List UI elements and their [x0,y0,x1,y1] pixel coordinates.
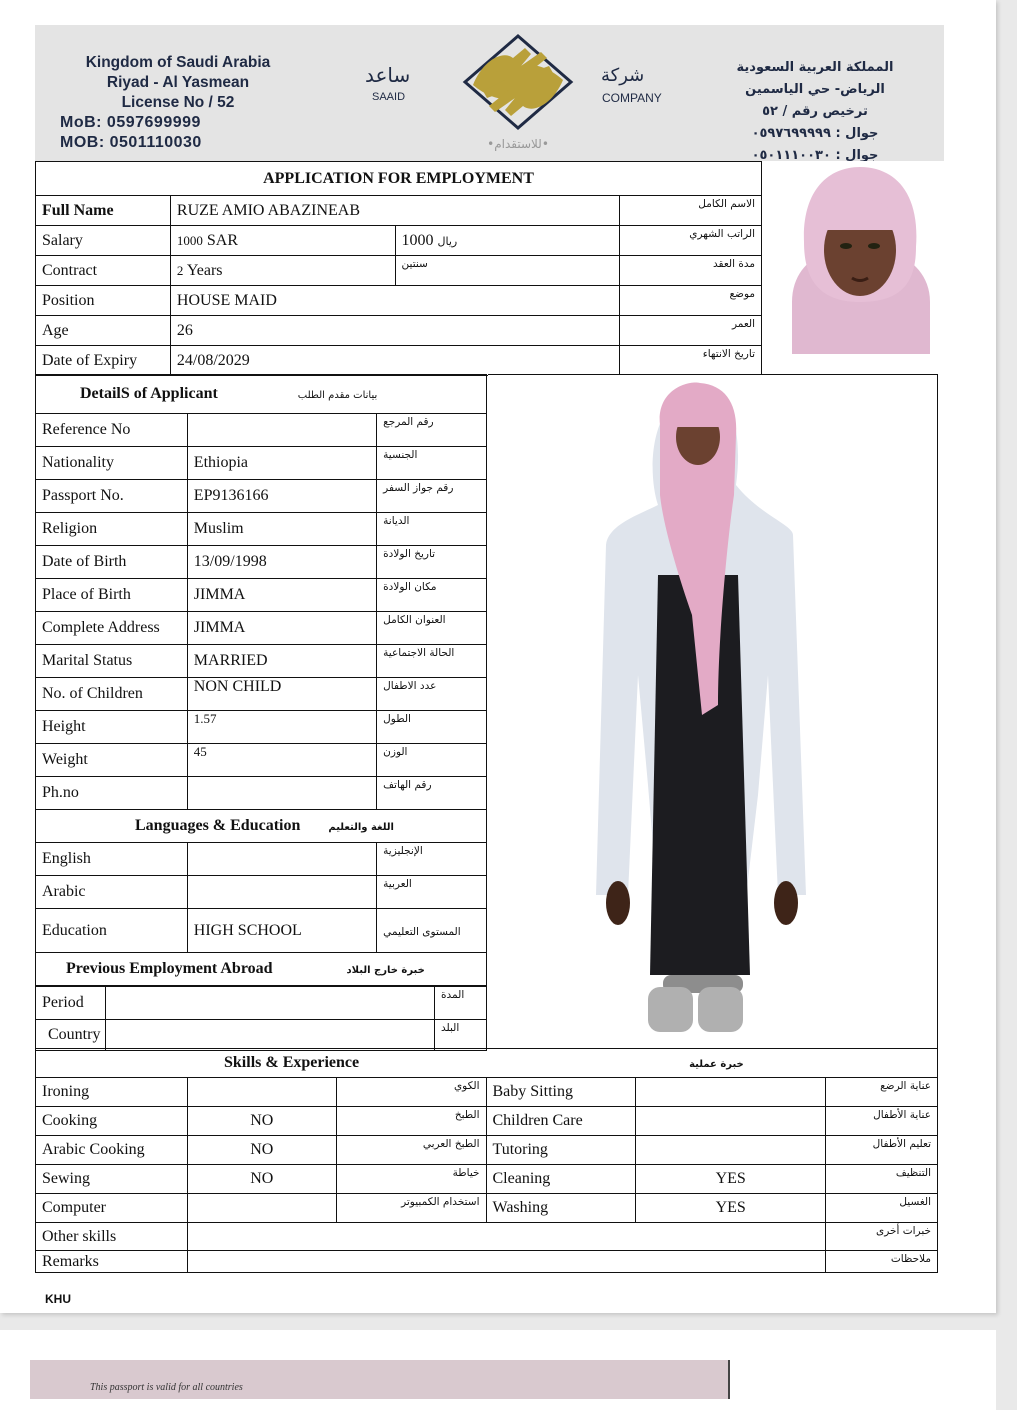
table-row [36,876,487,909]
field-label: Reference No [36,414,188,447]
table-row [36,1078,938,1107]
field-label-ar: الطول [377,711,487,744]
skill-value [636,1078,826,1107]
remarks-value [187,1251,825,1273]
weight-value: 45 [187,744,376,777]
skill-value: YES [636,1165,826,1194]
age-value: 26 [170,316,619,346]
field-label: Complete Address [36,612,188,645]
field-label: Full Name [36,196,171,226]
field-label-ar: مكان الولادة [377,579,487,612]
brand-name-english: SAAID [372,91,406,103]
field-label-ar: الجنسية [377,447,487,480]
field-label: Education [36,909,188,953]
birthplace-value: JIMMA [187,579,376,612]
application-title: APPLICATION FOR EMPLOYMENT [36,162,762,196]
field-label-ar: الراتب الشهري [620,226,762,256]
header-left-block [53,53,303,153]
table-row [36,1251,938,1273]
skill-value [187,1194,336,1223]
arabic-value [187,876,376,909]
table-row [36,987,487,1020]
skill-label-ar: تعليم الأطفال [826,1136,938,1165]
field-label-ar: الاسم الكامل [620,196,762,226]
field-label-ar: العنوان الكامل [377,612,487,645]
nationality-value: Ethiopia [187,447,376,480]
skill-value: YES [636,1194,826,1223]
skill-label: Arabic Cooking [36,1136,188,1165]
skill-label-ar: الطبخ العربي [336,1136,486,1165]
passport-scan-strip [30,1360,730,1399]
skill-label: Computer [36,1194,188,1223]
children-value: NON CHILD [187,678,376,711]
field-label-ar: عدد الاطفال [377,678,487,711]
table-row [36,1194,938,1223]
footer-code: KHU [45,1292,71,1306]
other-skills-value [187,1223,825,1251]
table-row [36,256,762,286]
period-value [105,987,434,1020]
table-row [36,711,487,744]
table-row [36,1107,938,1136]
other-skills-label: Other skills [36,1223,188,1251]
brand-name-arabic: ساعد [365,63,411,87]
skill-label-ar: الكوي [336,1078,486,1107]
header-mobile-1-ar: جوال : ٠٥٩٧٦٩٩٩٩٩ [751,126,879,141]
marital-value: MARRIED [187,645,376,678]
table-row [36,513,487,546]
header-right-block [700,57,930,161]
passport-strip-text: This passport is valid for all countries [90,1382,243,1393]
company-word-arabic: شركة [601,65,645,86]
skills-section-title: Skills & Experience خبرة عملية [36,1049,938,1078]
field-label-ar: الوزن [377,744,487,777]
expiry-value: 24/08/2029 [170,346,619,376]
skill-label-ar: عناية الأطفال [826,1107,938,1136]
field-label: Arabic [36,876,188,909]
field-label-ar: رقم الهاتف [377,777,487,810]
skill-label: Children Care [486,1107,636,1136]
table-row [36,612,487,645]
field-label-ar: الحالة الاجتماعية [377,645,487,678]
header-city-ar: الرياض- حي الياسمين [745,82,885,97]
position-value: HOUSE MAID [170,286,619,316]
table-row [36,909,487,953]
contract-value-ar: سنتين [395,256,620,286]
full-body-figure [488,375,935,1047]
country-value [105,1020,434,1051]
remarks-label-ar: ملاحظات [826,1251,938,1273]
details-table [35,374,487,986]
skill-value [187,1078,336,1107]
table-row [36,196,762,226]
skill-label: Cleaning [486,1165,636,1194]
skill-label: Sewing [36,1165,188,1194]
skill-label-ar: خياطة [336,1165,486,1194]
header-license-ar: ترخيص رقم / ٥٢ [762,104,868,119]
company-word-english: COMPANY [602,91,662,105]
table-row [36,843,487,876]
table-row [36,316,762,346]
table-row [36,645,487,678]
field-label-ar: العربية [377,876,487,909]
previous-employment-table [35,986,487,1051]
field-label: Passport No. [36,480,188,513]
table-row [36,579,487,612]
table-row [36,480,487,513]
field-label: English [36,843,188,876]
dob-value: 13/09/1998 [187,546,376,579]
field-label: Contract [36,256,171,286]
field-label: Ph.no [36,777,188,810]
skill-label: Ironing [36,1078,188,1107]
field-label-ar: المدة [435,987,487,1020]
religion-value: Muslim [187,513,376,546]
table-row [36,226,762,256]
skill-label-ar: استخدام الكمبيوتر [336,1194,486,1223]
field-label: Age [36,316,171,346]
table-row [36,678,487,711]
table-row [36,346,762,376]
field-label: Period [36,987,106,1020]
other-skills-label-ar: خبرات أخرى [826,1223,938,1251]
skill-label: Baby Sitting [486,1078,636,1107]
field-label: Marital Status [36,645,188,678]
passport-value: EP9136166 [187,480,376,513]
header-mobile-2-ar: جوال : ٠٥٠١١١٠٠٣٠ [751,148,879,161]
field-label-ar: البلد [435,1020,487,1051]
header-country-ar: المملكة العربية السعودية [736,60,894,75]
table-row [36,286,762,316]
reference-value [187,414,376,447]
details-section-title: DetailS of Applicant بيانات مقدم الطلب [36,375,487,414]
skill-value [636,1136,826,1165]
field-label-ar: رقم جواز السفر [377,480,487,513]
header-mobile-2: MOB: 0501110030 [60,134,202,151]
field-label: Height [36,711,188,744]
table-row [36,1223,938,1251]
skill-label: Cooking [36,1107,188,1136]
skills-table [35,1048,938,1273]
field-label: Salary [36,226,171,256]
field-label-ar: المستوى التعليمي [377,909,487,953]
salary-value: 1000 SAR [170,226,395,256]
field-label-ar: الإنجليزية [377,843,487,876]
skill-value: NO [187,1136,336,1165]
header-country: Kingdom of Saudi Arabia [85,54,271,71]
field-label-ar: رقم المرجع [377,414,487,447]
education-value: HIGH SCHOOL [187,909,376,953]
previous-section-title: Previous Employment Abroad خبرة خارج البلاد [36,953,487,986]
table-row [36,414,487,447]
field-label: Place of Birth [36,579,188,612]
phone-value [187,777,376,810]
table-row [36,744,487,777]
field-label-ar: تاريخ الانتهاء [620,346,762,376]
field-label: No. of Children [36,678,188,711]
table-row [36,1020,487,1051]
field-label-ar: مدة العقد [620,256,762,286]
full-name-value: RUZE AMIO ABAZINEAB [170,196,619,226]
field-label: Position [36,286,171,316]
table-row [36,777,487,810]
skill-label-ar: التنظيف [826,1165,938,1194]
skill-value [636,1107,826,1136]
table-row [36,1136,938,1165]
field-label-ar: العمر [620,316,762,346]
salary-value-ar: 1000 ريال [395,226,620,256]
skill-label-ar: الطبخ [336,1107,486,1136]
field-label-ar: موضع [620,286,762,316]
application-table [35,161,762,376]
height-value: 1.57 [187,711,376,744]
header-city: Riyad - Al Yasmean [106,74,250,91]
applicant-photo-portrait [782,162,937,354]
skill-value: NO [187,1107,336,1136]
table-row [36,546,487,579]
languages-section-title: Languages & Education اللغة والتعليم [36,810,487,843]
field-label: Date of Birth [36,546,188,579]
header-license: License No / 52 [121,94,235,111]
english-value [187,843,376,876]
company-header [35,25,944,161]
address-value: JIMMA [187,612,376,645]
field-label: Nationality [36,447,188,480]
table-row [36,447,487,480]
field-label-ar: الديانة [377,513,487,546]
field-label: Religion [36,513,188,546]
header-mobile-1: MoB: 0597699999 [60,114,201,131]
contract-value: 2 Years [170,256,395,286]
skill-label: Tutoring [486,1136,636,1165]
applicant-photo-full-body [488,374,938,1049]
field-label: Country [36,1020,106,1051]
logo-caption: •للاستقدام• [487,137,549,151]
skill-label-ar: عناية الرضع [826,1078,938,1107]
remarks-label: Remarks [36,1251,188,1273]
field-label-ar: تاريخ الولادة [377,546,487,579]
table-row [36,1165,938,1194]
skill-label-ar: الغسيل [826,1194,938,1223]
skill-label: Washing [486,1194,636,1223]
skill-value: NO [187,1165,336,1194]
field-label: Date of Expiry [36,346,171,376]
field-label: Weight [36,744,188,777]
